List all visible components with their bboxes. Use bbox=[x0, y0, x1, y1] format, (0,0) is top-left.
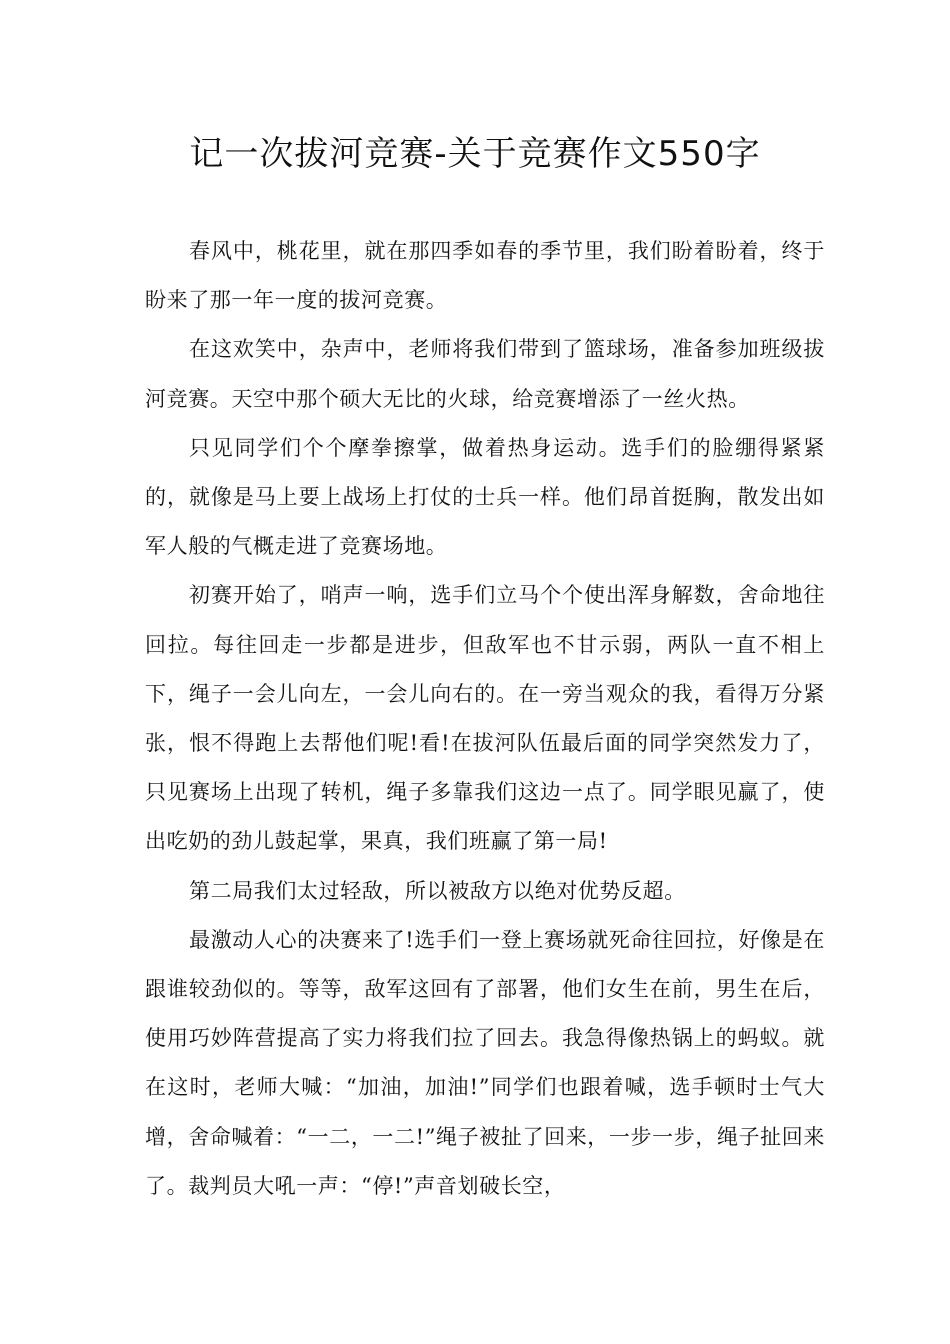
document-body bbox=[145, 227, 825, 1211]
paragraph: 春风中，桃花里，就在那四季如春的季节里，我们盼着盼着，终于盼来了那一年一度的拔河竞赛。 bbox=[145, 239, 825, 313]
paragraph: 第二局我们太过轻敌，所以被敌方以绝对优势反超。 bbox=[189, 878, 686, 903]
document-title: 记一次拔河竞赛-关于竞赛作文550字 bbox=[189, 134, 761, 174]
paragraph: 只见同学们个个摩拳擦掌，做着热身运动。选手们的脸绷得紧紧的，就像是马上要上战场上打仗的士兵一样。他们昂首挺胸，散发出如军人般的气概走进了竞赛场地。 bbox=[145, 435, 825, 559]
paragraph: 最激动人心的决赛来了!选手们一登上赛场就死命往回拉，好像是在跟谁较劲似的。等等，敌军这回有了部署，他们女生在前，男生在后，使用巧妙阵营提高了实力将我们拉了回去。我急得像热锅上的蚂蚁。就在这时，老师大喊：“加油，加油!”同学们也跟着喊，选手顿时士气大增，舍命喊着：“一二，一二!”绳子被扯了回来，一步一步，绳子扯回来了。裁判员大吼一声：“停!”声音划破长空， bbox=[145, 927, 825, 1198]
paragraph: 初赛开始了，哨声一响，选手们立马个个使出浑身解数，舍命地往回拉。每往回走一步都是进步，但敌军也不甘示弱，两队一直不相上下，绳子一会儿向左，一会儿向右的。在一旁当观众的我，看得万分紧张，恨不得跑上去帮他们呢!看!在拔河队伍最后面的同学突然发力了，只见赛场上出现了转机，绳子多靠我们这边一点了。同学眼见赢了，使出吃奶的劲儿鼓起掌，果真，我们班赢了第一局! bbox=[145, 583, 825, 854]
paragraph: 在这欢笑中，杂声中，老师将我们带到了篮球场，准备参加班级拔河竞赛。天空中那个硕大无比的火球，给竞赛增添了一丝火热。 bbox=[145, 337, 825, 411]
